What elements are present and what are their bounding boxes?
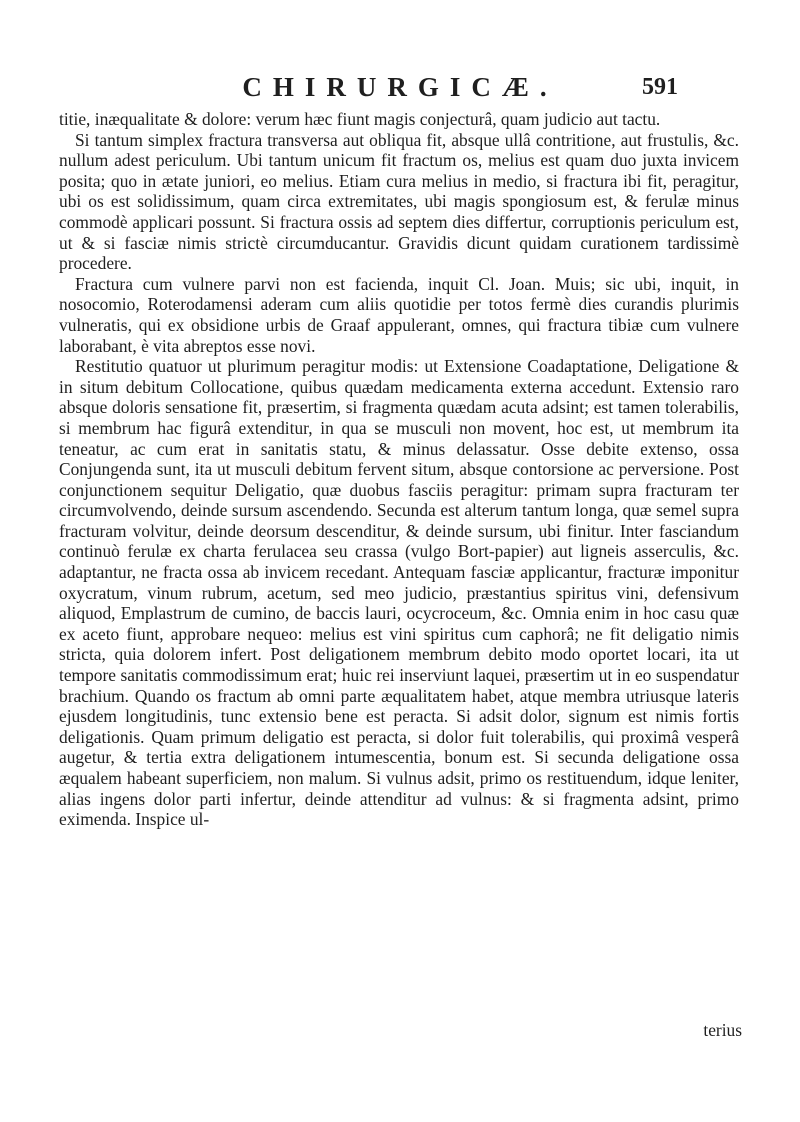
- page-number: 591: [642, 74, 678, 100]
- running-title: CHIRURGICÆ.: [242, 72, 558, 102]
- paragraph: titie, inæqualitate & dolore: verum hæc fiunt magis conjecturâ, quam judicio aut tactu.: [59, 109, 661, 129]
- catchword: terius: [703, 1020, 742, 1040]
- paragraph: Si tantum simplex fractura transversa aut obliqua fit, absque ullâ contritione, aut frustulis, &c. nullum adest periculum. Ubi tantum unicum fit fractum os, melius est quam duo juxta invicem posita; quo in ætate juniori, eo melius. Etiam cura melius in medio, si fractura ibi fit, peragitur, ubi os est solidissimum, quam circa extremitates, ubi magis spongiosum est, & ferulæ minus commodè applicari possunt. Si fractura ossis ad septem dies differtur, corruptionis periculum est, ut & si fasciæ nimis strictè circumducantur. Gravidis dicunt quidam curationem tardissimè procedere.: [59, 129, 739, 274]
- body-text: [59, 109, 739, 830]
- running-head: [0, 72, 800, 104]
- paragraph: Fractura cum vulnere parvi non est facienda, inquit Cl. Joan. Muis; sic ubi, inquit, in nosocomio, Roterodamensi aderam cum aliis quotidie per totos fermè dies curandis plurimis vulneratis, qui ex obsidione urbis de Graaf appulerant, omnes, qui fractura tibiæ cum vulnere laborabant, è vita abreptos esse novi.: [59, 273, 739, 356]
- paragraph: Restitutio quatuor ut plurimum peragitur modis: ut Extensione Coadaptatione, Deligatione & in situm debitum Collocatione, quibus quædam medicamenta externa accedunt. Extensio raro absque doloris sensatione fit, præsertim, si fragmenta quædam acuta adsint; est tamen tolerabilis, si membrum hac figurâ extenditur, in qua se musculi non movent, hoc est, ut membrum ita teneatur, ac cum erat in sanitatis statu, & minus delassatur. Osse debite extenso, ossa Conjungenda sunt, ita ut musculi debitum fervent situm, absque contorsione ac perversione. Post conjunctionem sequitur Deligatio, quæ duobus fasciis peragitur: primam supra fracturam ter circumvolvendo, deinde sursum ascendendo. Secunda est alterum tantum longa, quæ semel supra fracturam volvitur, deinde deorsum descenditur, & deinde sursum, ubi finitur. Inter fasciandum continuò ferulæ ex charta ferulacea seu crassa (vulgo Bort-papier) aut ligneis asserculis, &c. adaptantur, ne fracta ossa ab invicem recedant. Antequam fasciæ applicantur, fracturæ imponitur oxycratum, vinum rubrum, acetum, sed meo judicio, præstantius spiritus vini, defensivum aliquod, Emplastrum de cumino, de baccis lauri, ocycroceum, &c. Omnia enim in hoc casu quæ ex aceto fiunt, approbare nequeo: melius est vini spiritus cum caphorâ; ne fit deligatio nimis stricta, quia dolorem infert. Post deligationem membrum debito modo oportet locari, ita ut tempore sanitatis commodissimum erat; huic rei inserviunt laquei, præsertim ut in eo suspendatur brachium. Quando os fractum ab omni parte æqualitatem habet, atque membra utriusque lateris ejusdem longitudinis, tunc extensio bene est peracta. Si adsit dolor, signum est nimis fortis deligationis. Quam primum deligatio est peracta, si dolor fuit tolerabilis, qui proximâ vesperâ augetur, & tertia extra deligationem intumescentia, bonum est. Si secunda deligatione ossa æqualem habeant superficiem, non malum. Si vulnus adsit, primo os restituendum, idque leniter, alias ingens dolor parti infertur, deinde attenditur ad vulnus: & si fragmenta adsint, primo eximenda. Inspice ul-: [59, 356, 739, 830]
